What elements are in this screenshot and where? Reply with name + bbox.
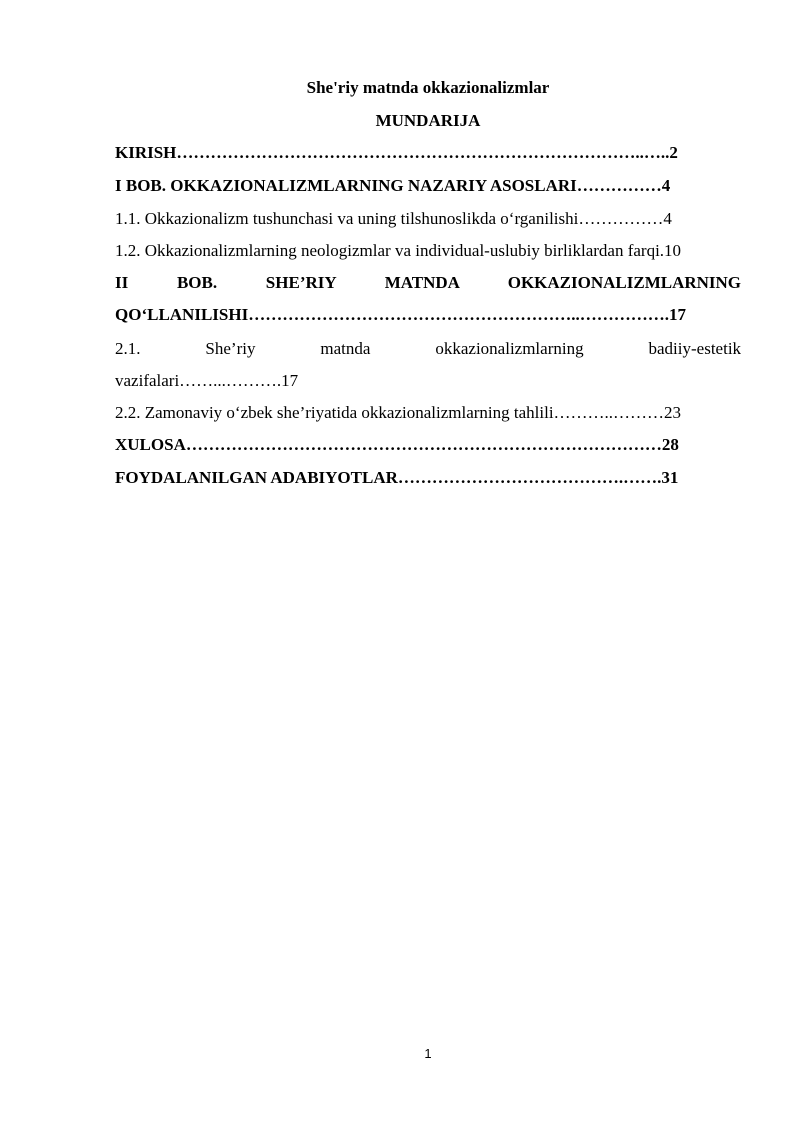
toc-word: BOB. [176, 273, 218, 292]
toc-word: II [115, 273, 129, 292]
toc-item-chapter-2-line-2: QO‘LLANILISHI…………………………………………………..…………….17 [115, 305, 686, 324]
toc-word: matnda [320, 339, 371, 358]
toc-item-section-2-1-line-2: vazifalari……...……….17 [115, 371, 299, 390]
toc-word: MATNDA [384, 273, 460, 292]
toc-item-section-2-2: 2.2. Zamonaviy o‘zbek she’riyatida okkazionalizmlarning tahlili………..………23 [115, 403, 682, 422]
toc-word: badiiy-estetik [648, 339, 742, 358]
toc-item-section-2-1-line-1 [115, 338, 741, 360]
toc-item-kirish: KIRISH………………………………………………………………………..…..2 [115, 143, 678, 162]
toc-item-xulosa: XULOSA…………………………………………………………………………28 [115, 435, 679, 454]
toc-heading: MUNDARIJA [375, 111, 481, 130]
toc-word: She’riy [205, 339, 256, 358]
toc-item-section-1-2: 1.2. Okkazionalizmlarning neologizmlar va individual-uslubiy birliklardan farqi.10 [115, 241, 682, 260]
toc-word: okkazionalizmlarning [435, 339, 584, 358]
page-number: 1 [424, 1046, 432, 1061]
toc-item-section-1-1: 1.1. Okkazionalizm tushunchasi va uning tilshunoslikda o‘rganilishi……………4 [115, 209, 672, 228]
toc-item-chapter-1: I BOB. OKKAZIONALIZMLARNING NAZARIY ASOSLARI……………4 [115, 176, 671, 195]
toc-word: OKKAZIONALIZMLARNING [507, 273, 742, 292]
document-title: She'riy matnda okkazionalizmlar [306, 78, 550, 97]
toc-word: 2.1. [115, 339, 141, 358]
toc-word: SHE’RIY [265, 273, 337, 292]
toc-item-chapter-2-line-1 [115, 272, 741, 294]
toc-item-adabiyotlar: FOYDALANILGAN ADABIYOTLAR………………………………….…….31 [115, 468, 679, 487]
